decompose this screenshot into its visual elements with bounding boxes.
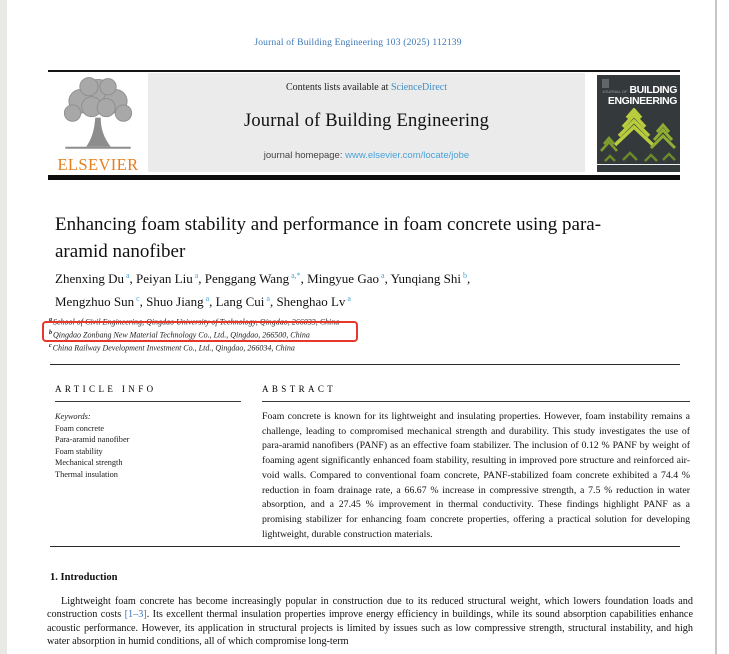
author-name: Yunqiang Shi	[390, 271, 462, 287]
author	[216, 294, 277, 309]
author-separator: ,	[139, 294, 147, 310]
author-separator: ,	[300, 271, 308, 287]
homepage-url-link[interactable]: www.elsevier.com/locate/jobe	[345, 150, 470, 161]
author	[146, 294, 215, 309]
page-edge-right	[715, 0, 717, 654]
elsevier-tree-icon	[52, 74, 144, 154]
article-info-rule	[55, 401, 241, 402]
author-name: Mingyue Gao	[307, 271, 379, 287]
section-divider-rule	[50, 364, 680, 365]
author	[307, 271, 390, 286]
citation-ref-link[interactable]: [1–3]	[124, 609, 147, 621]
cover-title	[602, 86, 677, 106]
affiliation-sup: c	[49, 342, 52, 349]
author-affil-sup[interactable]: b	[463, 271, 468, 280]
homepage-prefix: journal homepage:	[263, 150, 346, 161]
keyword-item: Para-aramid nanofiber	[55, 435, 130, 445]
introduction-paragraph	[47, 595, 693, 649]
elsevier-wordmark: ELSEVIER	[57, 155, 139, 174]
journal-title: Journal of Building Engineering	[243, 111, 490, 131]
affiliation-row	[49, 341, 669, 354]
header-top-rule	[48, 70, 680, 72]
affiliation-text: Qingdao Zonbang New Material Technology Co., Ltd., Qingdao, 266500, China	[53, 330, 310, 340]
cover-journal-of: JOURNAL OF	[602, 89, 628, 94]
cover-title-line2: ENGINEERING	[607, 94, 677, 107]
author-separator: ,	[467, 271, 471, 287]
author	[276, 294, 351, 309]
author-affil-sup[interactable]: a,*	[291, 271, 301, 280]
affiliation-sup: a	[49, 317, 52, 323]
authors-line-1	[55, 266, 665, 289]
abstract-text: Foam concrete is known for its lightweight and insulating properties. However, foam instability remains a challenge, leading to compromised mechanical strength and durability. This study investigates the use of para-aramid nanofibers (PANF) as an effective foam stabilizer. The inclusion of 0.12 % PANF by weight of foaming agent significantly enhanced foam stability, resulting in improved pore structure and reinforced air-void walls. Compared to conventional foam concrete, PANF-stabilized foam concrete exhibited a 74.4 % reduction in foam drainage rate, a 66.67 % increase in compressive strength, a 7.5 % reduction in water absorption, and a 27.45 % improvement in thermal conductivity. These findings highlight PANF as a promising stabilizer for enhancing foam concrete properties, offering a practical solution for developing lightweight, durable construction materials.	[262, 411, 690, 540]
author-affil-sup[interactable]: c	[136, 293, 140, 303]
elsevier-logo	[46, 74, 150, 174]
abstract-bottom-rule	[50, 546, 680, 547]
keyword-item: Foam concrete	[55, 423, 105, 433]
article-info-column	[55, 384, 241, 481]
author-affil-sup[interactable]: a	[381, 271, 385, 280]
abstract-rule	[262, 401, 690, 402]
author-list	[55, 266, 665, 312]
author-name: Peiyan Liu	[136, 271, 193, 287]
author-separator: ,	[209, 294, 216, 310]
affiliation-text: School of Civil Engineering, Qingdao University of Technology, Qingdao, 266033, China	[53, 317, 340, 327]
keywords-label: Keywords:	[55, 412, 91, 421]
header-thick-bar	[48, 175, 680, 180]
contents-line	[156, 82, 577, 93]
abstract-heading: ABSTRACT	[262, 384, 337, 394]
author-affil-sup[interactable]: a	[194, 271, 199, 280]
author	[55, 294, 146, 309]
affiliation-list	[49, 315, 669, 354]
author-name: Lang Cui	[215, 294, 265, 310]
sciencedirect-link[interactable]: ScienceDirect	[390, 82, 448, 93]
author-separator: ,	[384, 271, 391, 287]
contents-line-text: Contents lists available at	[285, 82, 391, 93]
journal-banner	[148, 73, 585, 172]
abstract-column	[262, 384, 690, 542]
intro-text-before-ref: Lightweight foam concrete has become increasingly popular in construction due to its reduced structural weight, which lowers foundation loads and construction costs	[47, 596, 693, 621]
author	[391, 271, 471, 286]
author	[136, 271, 205, 286]
author-name: Mengzhuo Sun	[55, 294, 135, 310]
affiliation-row	[49, 328, 669, 341]
keyword-item: Thermal insulation	[55, 469, 118, 479]
article-info-heading: ARTICLE INFO	[55, 384, 157, 394]
cover-trees-icon	[597, 108, 680, 163]
homepage-line	[156, 150, 577, 161]
authors-line-2	[55, 289, 665, 312]
cover-title-line1: BUILDING	[629, 84, 677, 96]
author-separator: ,	[198, 271, 205, 287]
affiliation-sup: b	[49, 329, 52, 336]
affiliation-text: China Railway Development Investment Co., Ltd., Qingdao, 266034, China	[52, 343, 295, 353]
author	[55, 271, 136, 286]
cover-divider	[597, 164, 680, 166]
author-name: Zhenxing Du	[55, 271, 124, 287]
page-edge-left	[0, 0, 7, 654]
affiliation-row	[49, 315, 669, 328]
journal-cover-thumbnail	[597, 75, 680, 172]
author-affil-sup[interactable]: a	[347, 293, 351, 303]
journal-citation-link[interactable]: Journal of Building Engineering 103 (2025) 112139	[254, 38, 462, 48]
author-affil-sup[interactable]: a	[125, 271, 130, 280]
article-title: Enhancing foam stability and performance in foam concrete using para-aramid nanofiber	[55, 214, 602, 262]
author	[205, 271, 307, 286]
keyword-item: Mechanical strength	[55, 458, 123, 468]
intro-text-after-ref: . Its excellent thermal insulation properties improve energy efficiency in buildings, while its sound absorption capabilities enhance acoustic performance. However, its application in structural projects is limited by issues such as low compressive strength, structural instability, and high water absorption in humid conditions, all of which compromise long-term	[47, 609, 693, 648]
author-name: Shenghao Lv	[276, 294, 346, 310]
author-affil-sup[interactable]: a	[266, 293, 270, 303]
keyword-item: Foam stability	[55, 446, 103, 456]
author-name: Penggang Wang	[204, 271, 290, 287]
author-name: Shuo Jiang	[146, 294, 204, 310]
author-separator: ,	[129, 271, 137, 287]
author-affil-sup[interactable]: a	[205, 293, 210, 303]
introduction-heading: 1. Introduction	[50, 572, 118, 583]
author-separator: ,	[269, 294, 277, 310]
